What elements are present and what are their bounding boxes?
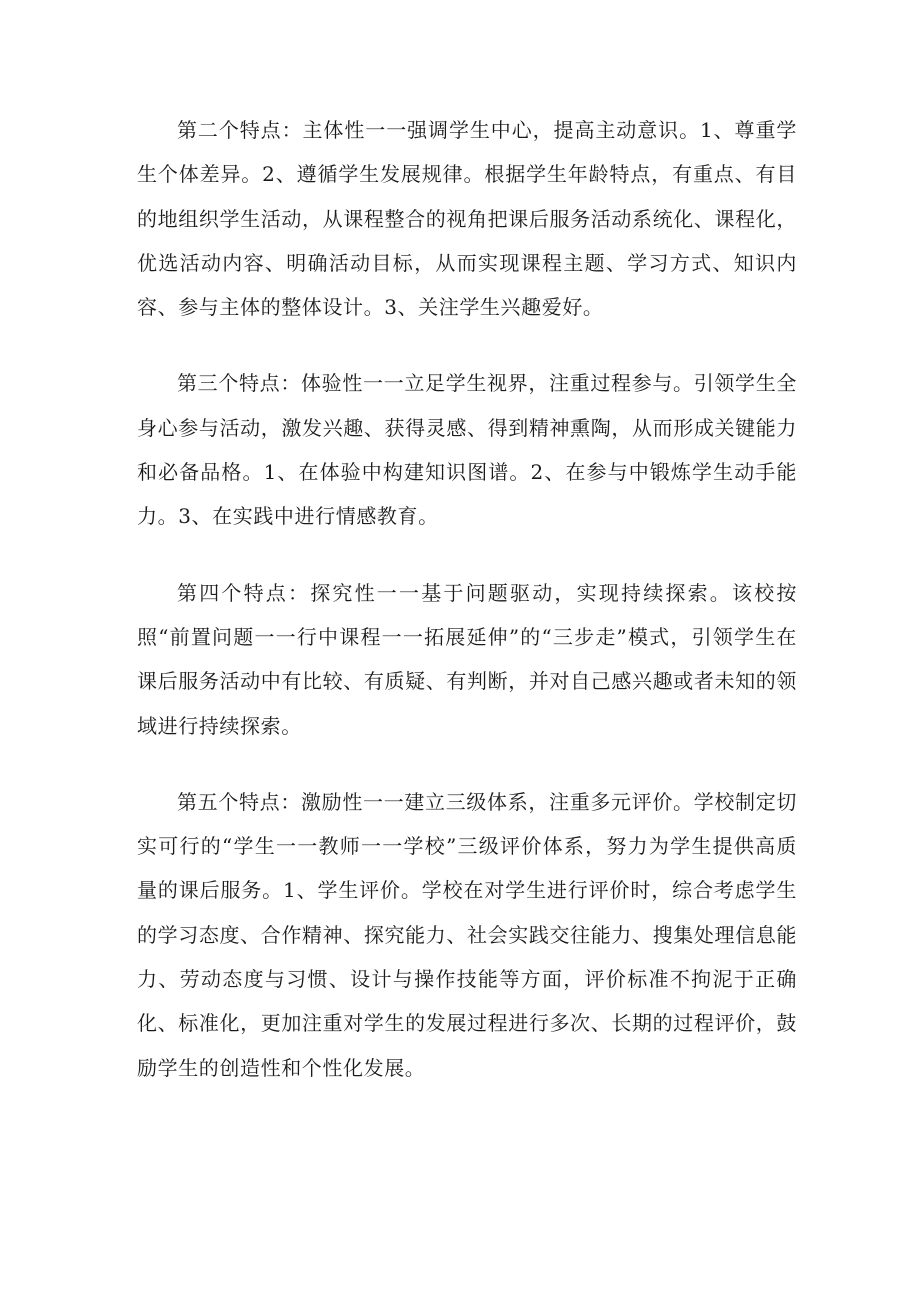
paragraph-feature-2: 第二个特点：主体性一一强调学生中心，提高主动意识。1、尊重学生个体差异。2、遵循学生发展规律。根据学生年龄特点，有重点、有目的地组织学生活动，从课程整合的视角把课后服务活动系统化、课程化，优选活动内容、明确活动目标，从而实现课程主题、学习方式、知识内容、参与主体的整体设计。3、关注学生兴趣爱好。 bbox=[137, 118, 797, 320]
document-body bbox=[137, 108, 797, 1122]
paragraph-feature-4: 第四个特点：探究性一一基于问题驱动，实现持续探索。该校按照“前置问题一一行中课程一一拓展延伸”的“三步走”模式，引领学生在课后服务活动中有比较、有质疑、有判断，并对自己感兴趣或者未知的领域进行持续探索。 bbox=[137, 580, 797, 738]
paragraph-feature-3: 第三个特点：体验性一一立足学生视界，注重过程参与。引领学生全身心参与活动，激发兴趣、获得灵感、得到精神熏陶，从而形成关键能力和必备品格。1、在体验中构建知识图谱。2、在参与中锻炼学生动手能力。3、在实践中进行情感教育。 bbox=[137, 371, 797, 529]
paragraph-feature-5: 第五个特点：激励性一一建立三级体系，注重多元评价。学校制定切实可行的“学生一一教师一一学校”三级评价体系，努力为学生提供高质量的课后服务。1、学生评价。学校在对学生进行评价时，综合考虑学生的学习态度、合作精神、探究能力、社会实践交往能力、搜集处理信息能力、劳动态度与习惯、设计与操作技能等方面，评价标准不拘泥于正确化、标准化，更加注重对学生的发展过程进行多次、长期的过程评价，鼓励学生的创造性和个性化发展。 bbox=[137, 789, 797, 1080]
